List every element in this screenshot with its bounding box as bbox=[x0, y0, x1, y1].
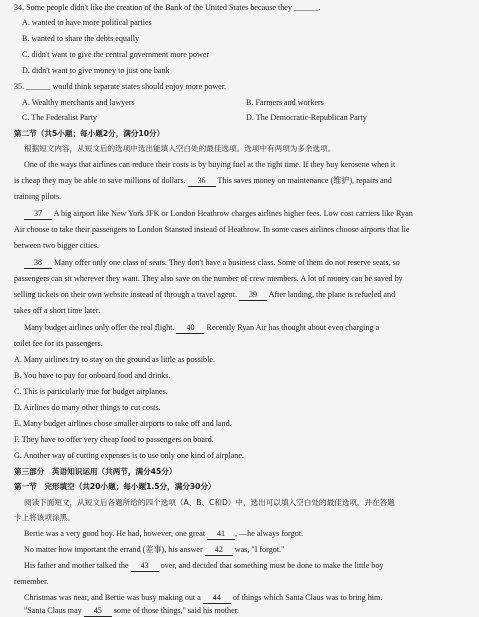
cloze-line4: Christmas was near, and Bertie was busy making out a 44 of things which Santa Claus was to bring him. bbox=[24, 593, 383, 602]
q34-option-a: A. wanted to have more political parties bbox=[22, 18, 152, 27]
passage-p3-line1: 38 Many offer only one class of seats. They don't have a business class. Some of them do not reserve seats, so bbox=[24, 258, 469, 269]
blank-37: 37 bbox=[24, 209, 52, 220]
blank-40: 40 bbox=[176, 323, 204, 334]
q34-option-d: D. didn't want to give money to just one bank bbox=[22, 66, 170, 75]
passage-p3-line3: selling tickets on their own website instead of through a travel agent. 39 After landing, the plane is refueled and bbox=[14, 290, 396, 299]
cloze-line1: Bertie was a very good boy. He had, however, one great 41 , —he always forgot. bbox=[24, 529, 303, 538]
q34-blank: ______ bbox=[293, 3, 319, 12]
part3-instructions-line2: 卡上将该项涂黑。 bbox=[14, 513, 75, 522]
part3-subheading: 第一节 完形填空（共20小题；每小题1.5分，满分30分） bbox=[14, 482, 216, 491]
blank-45: 45 bbox=[84, 606, 112, 617]
cloze-line3b: remember. bbox=[14, 577, 49, 586]
choice-g: G. Another way of cutting expenses is to use only one kind of airplane. bbox=[14, 451, 244, 460]
passage-p1-line2: is cheap they may be able to save millions of dollars. 36 This saves money on maintenance (维护), repairs and bbox=[14, 176, 392, 185]
blank-42: 42 bbox=[205, 545, 233, 556]
cloze-line3: His father and mother talked the 43 over, and decided that something must be done to make the little boy bbox=[24, 561, 384, 570]
passage-p4-line1: Many budget airlines only offer the real flight. 40 Recently Ryan Air has thought about even charging a bbox=[24, 323, 380, 332]
blank-39: 39 bbox=[239, 290, 267, 301]
passage-p3-line4: takes off a short time later. bbox=[14, 306, 101, 315]
blank-41: 41 bbox=[207, 529, 235, 540]
section2-instructions: 根据短文内容，从短文后的选项中选出能填入空白处的最佳选项。选项中有两项为多余选项。 bbox=[24, 144, 336, 153]
choice-b: B. You have to pay for onboard food and drinks. bbox=[14, 371, 171, 380]
passage-p2-line1: 37 A big airport like New York JFK or London Heathrow charges airlines higher fees. Low cost carriers like Ryan bbox=[24, 209, 469, 220]
choice-e: E. Many budget airlines chose smaller airports to take off and land. bbox=[14, 419, 232, 428]
blank-38: 38 bbox=[24, 258, 52, 269]
passage-p3-line2: passengers can sit wherever they want. They also save on the number of crew members. A lot of money can be saved by bbox=[14, 274, 403, 283]
section2-heading: 第二节（共5小题；每小题2分，满分10分） bbox=[14, 129, 165, 138]
choice-a: A. Many airlines try to stay on the ground as little as possible. bbox=[14, 355, 215, 364]
q34-option-b: B. wanted to share the debts equally bbox=[22, 34, 140, 43]
q35-option-c: C. The Federalist Party bbox=[22, 113, 97, 122]
q34-stem-text: 34. Some people didn't like the creation of the Bank of the United States because they bbox=[14, 3, 292, 12]
q35-stem bbox=[14, 82, 469, 92]
blank-43: 43 bbox=[131, 561, 159, 572]
blank-44: 44 bbox=[203, 593, 231, 604]
blank-36: 36 bbox=[188, 176, 216, 187]
choice-c: C. This is particularly true for budget airplanes. bbox=[14, 387, 168, 396]
q34-stem: 34. Some people didn't like the creation of the Bank of the United States because they ______. bbox=[14, 3, 321, 12]
passage-p2-line2: Air choose to take their passengers to London Stansted instead of Heathrow. In some cases airlines choose airports that lie bbox=[14, 225, 410, 234]
passage-p2-line3: between two bigger cities. bbox=[14, 241, 99, 250]
passage-p4-line2: toilet fee for its passengers. bbox=[14, 339, 103, 348]
choice-f: F. They have to offer very cheap food to passengers on board. bbox=[14, 435, 214, 444]
q35-blank: ______ bbox=[26, 82, 51, 91]
q34-option-c: C. didn't want to give the central government more power bbox=[22, 50, 210, 59]
part3-heading: 第三部分 英语知识运用（共两节，满分45分） bbox=[14, 467, 177, 476]
q35-stem-text: would think separate states should enjoy more power. bbox=[52, 82, 226, 91]
q35-option-a: A. Wealthy merchants and lawyers bbox=[22, 98, 135, 107]
cloze-line5: "Santa Claus may 45 some of those things," said his mother. bbox=[24, 606, 239, 615]
part3-instructions-line1: 阅读下面短文，从短文后各题所给的四个选项（A、B、C和D）中，选出可以填入空白处的最佳选项，并在答题 bbox=[24, 498, 395, 507]
choice-d: D. Airlines do many other things to cut costs. bbox=[14, 403, 161, 412]
q35-number: 35. bbox=[14, 82, 25, 91]
passage-p1-line1: One of the ways that airlines can reduce their costs is by buying fuel at the right time. If they buy kerosene when it bbox=[24, 160, 396, 169]
cloze-line2: No matter how important the errand (差事), his answer 42 was, "I forgot." bbox=[24, 545, 285, 554]
q35-option-d: D. The Democratic-Republican Party bbox=[246, 113, 367, 122]
passage-p1-line3: training pilots. bbox=[14, 192, 62, 201]
q35-option-b: B. Farmers and workers bbox=[246, 98, 324, 107]
